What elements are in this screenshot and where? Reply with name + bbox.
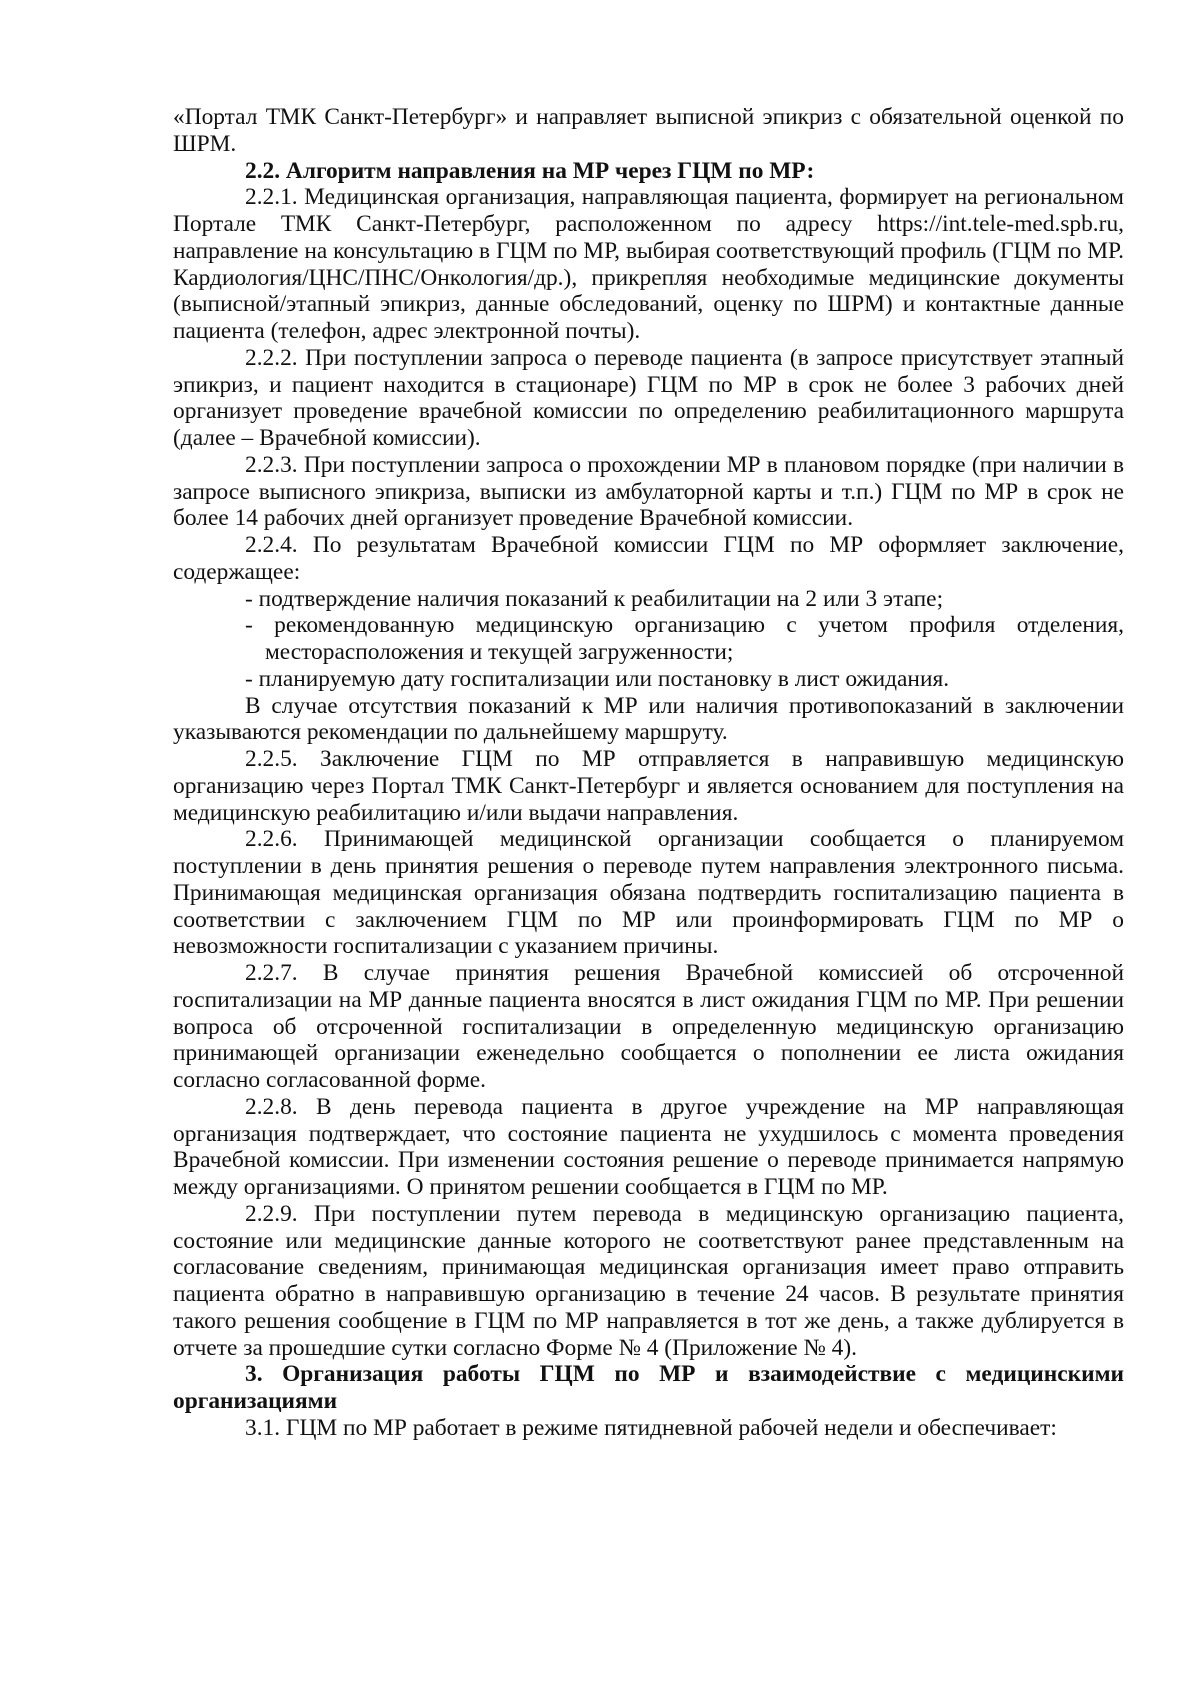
paragraph-2-2-5: 2.2.5. Заключение ГЦМ по МР отправляется в направившую медицинскую организацию через Портал ТМК Санкт-Петербург и является основанием для поступления на медицинскую реабилитацию и/или выдачи направления. [173,746,1124,826]
paragraph-continuation: «Портал ТМК Санкт-Петербург» и направляет выписной эпикриз с обязательной оценкой по ШРМ. [173,104,1124,157]
list-item: - планируемую дату госпитализации или постановку в лист ожидания. [245,665,950,692]
list-item: - рекомендованную медицинскую организацию с учетом профиля отделения, месторасположения и текущей загруженности; [245,612,1124,665]
paragraph-2-2-2: 2.2.2. При поступлении запроса о переводе пациента (в запросе присутствует этапный эпикриз, и пациент находится в стационаре) ГЦМ по МР в срок не более 3 рабочих дней организует проведение врачебной комиссии по определению реабилитационного маршрута (далее – Врачебной комиссии). [173,344,1124,451]
paragraph-no-indications: В случае отсутствия показаний к МР или наличия противопоказаний в заключении указываются рекомендации по дальнейшему маршруту. [173,692,1124,746]
paragraph-2-2-4: 2.2.4. По результатам Врачебной комиссии ГЦМ по МР оформляет заключение, содержащее: [173,532,1124,585]
paragraph-2-2-3: 2.2.3. При поступлении запроса о прохождении МР в плановом порядке (при наличии в запросе выписного эпикриза, выписки из амбулаторной карты и т.п.) ГЦМ по МР в срок не более 14 рабочих дней организует проведение Врачебной комиссии. [173,451,1124,532]
list-item: - подтверждение наличия показаний к реабилитации на 2 или 3 этапе; [245,585,944,612]
section-heading-2-2: 2.2. Алгоритм направления на МР через ГЦМ по МР: [245,157,815,184]
paragraph-2-2-6: 2.2.6. Принимающей медицинской организации сообщается о планируемом поступлении в день принятия решения о переводе путем направления электронного письма. Принимающая медицинская организация обязана подтвердить госпитализацию пациента в соответствии с заключением ГЦМ по МР или проинформировать ГЦМ по МР о невозможности госпитализации с указанием причины. [173,826,1124,960]
document-page [173,104,1124,1442]
paragraph-2-2-9: 2.2.9. При поступлении путем перевода в медицинскую организацию пациента, состояние или медицинские данные которого не соответствуют ранее представленным на согласование сведениям, принимающая медицинская организация имеет право отправить пациента обратно в направившую организацию в течение 24 часов. В результате принятия такого решения сообщение в ГЦМ по МР направляется в тот же день, а также дублируется в отчете за прошедшие сутки согласно Форме № 4 (Приложение № 4). [173,1200,1124,1361]
section-heading-3: 3. Организация работы ГЦМ по МР и взаимодействие с медицинскими организациями [173,1361,1124,1414]
paragraph-2-2-1: 2.2.1. Медицинская организация, направляющая пациента, формирует на региональном Портале ТМК Санкт-Петербург, расположенном по адресу https://int.tele-med.spb.ru, направление на консультацию в ГЦМ по МР, выбирая соответствующий профиль (ГЦМ по МР. Кардиология/ЦНС/ПНС/Онкология/др.), прикрепляя необходимые медицинские документы (выписной/этапный эпикриз, данные обследований, оценку по ШРМ) и контактные данные пациента (телефон, адрес электронной почты). [173,184,1124,344]
paragraph-2-2-8: 2.2.8. В день перевода пациента в другое учреждение на МР направляющая организация подтверждает, что состояние пациента не ухудшилось с момента проведения Врачебной комиссии. При изменении состояния решение о переводе принимается напрямую между организациями. О принятом решении сообщается в ГЦМ по МР. [173,1093,1124,1200]
paragraph-3-1: 3.1. ГЦМ по МР работает в режиме пятидневной рабочей недели и обеспечивает: [245,1414,1057,1441]
paragraph-2-2-7: 2.2.7. В случае принятия решения Врачебной комиссией об отсроченной госпитализации на МР данные пациента вносятся в лист ожидания ГЦМ по МР. При решении вопроса об отсроченной госпитализации в определенную медицинскую организацию принимающей организации еженедельно сообщается о пополнении ее листа ожидания согласно согласованной форме. [173,960,1124,1093]
